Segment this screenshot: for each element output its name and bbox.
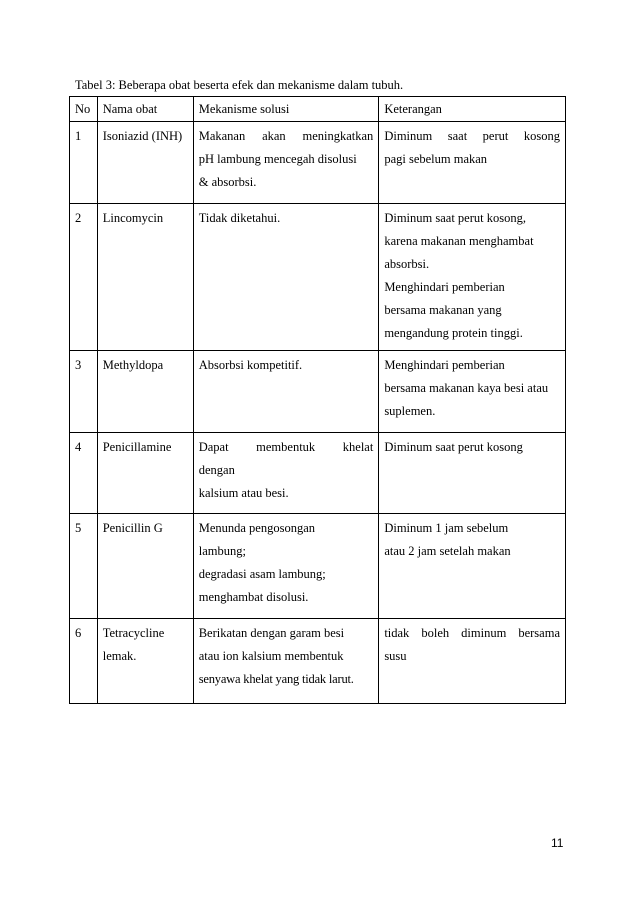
drug-name-line: Penicillin G <box>102 521 163 535</box>
cell-drug-name <box>97 122 193 204</box>
cell-mechanism <box>193 619 379 704</box>
mechanism-line: senyawa khelat yang tidak larut. <box>198 672 354 686</box>
note-line: tidak boleh diminum bersama <box>384 626 560 640</box>
mechanism-line: menghambat disolusi. <box>198 590 309 604</box>
cell-note <box>379 351 566 433</box>
cell-drug-name <box>97 204 193 351</box>
table-row <box>70 204 566 351</box>
table-row <box>70 514 566 619</box>
cell-mechanism <box>193 122 379 204</box>
row-number: 3 <box>75 358 82 372</box>
cell-drug-name <box>97 514 193 619</box>
note-line: Diminum saat perut kosong <box>384 129 560 143</box>
cell-no <box>70 514 98 619</box>
cell-mechanism <box>193 514 379 619</box>
note-line: Diminum saat perut kosong <box>384 440 523 454</box>
cell-no <box>70 351 98 433</box>
note-line: Diminum 1 jam sebelum <box>384 521 509 535</box>
mechanism-line: lambung; <box>198 544 246 558</box>
note-line: Diminum saat perut kosong, <box>384 211 526 225</box>
note-line: atau 2 jam setelah makan <box>384 544 511 558</box>
row-number: 5 <box>75 521 82 535</box>
mechanism-line: degradasi asam lambung; <box>198 567 326 581</box>
table-header-row <box>70 97 566 122</box>
cell-note <box>379 122 566 204</box>
cell-no <box>70 122 98 204</box>
drug-name-line: Methyldopa <box>102 358 164 372</box>
note-line: Menghindari pemberian <box>384 280 505 294</box>
page-number: 11 <box>551 836 564 850</box>
mechanism-line: Tidak diketahui. <box>198 211 281 225</box>
row-number: 1 <box>75 129 82 143</box>
cell-mechanism <box>193 351 379 433</box>
drug-name-line: Penicillamine <box>102 440 172 454</box>
drug-name-line: Tetracycline <box>102 626 165 640</box>
mechanism-line: dengan <box>198 463 235 477</box>
cell-no <box>70 619 98 704</box>
mechanism-line: Berikatan dengan garam besi <box>198 626 345 640</box>
note-line: absorbsi. <box>384 257 430 271</box>
cell-note <box>379 514 566 619</box>
mechanism-line: Menunda pengosongan <box>198 521 316 535</box>
table-caption: Tabel 3: Beberapa obat beserta efek dan mekanisme dalam tubuh. <box>75 78 404 92</box>
mechanism-line: atau ion kalsium membentuk <box>198 649 344 663</box>
cell-mechanism <box>193 204 379 351</box>
row-number: 2 <box>75 211 82 225</box>
note-line: bersama makanan kaya besi atau <box>384 381 549 395</box>
note-line: Menghindari pemberian <box>384 358 505 372</box>
mechanism-line: & absorbsi. <box>198 175 257 189</box>
table-row <box>70 619 566 704</box>
note-line: susu <box>384 649 407 663</box>
mechanism-line: Dapat membentuk khelat <box>198 440 374 454</box>
header-note: Keterangan <box>379 97 566 122</box>
cell-drug-name <box>97 433 193 514</box>
cell-note <box>379 204 566 351</box>
note-line: karena makanan menghambat <box>384 234 534 248</box>
cell-no <box>70 433 98 514</box>
note-line: mengandung protein tinggi. <box>384 326 523 340</box>
note-line: pagi sebelum makan <box>384 152 488 166</box>
mechanism-line: Makanan akan meningkatkan <box>198 129 374 143</box>
table-row <box>70 433 566 514</box>
header-drug-name: Nama obat <box>97 97 193 122</box>
cell-no <box>70 204 98 351</box>
cell-drug-name <box>97 351 193 433</box>
drug-name-line: lemak. <box>102 649 137 663</box>
mechanism-line: kalsium atau besi. <box>198 486 289 500</box>
cell-note <box>379 433 566 514</box>
mechanism-line: Absorbsi kompetitif. <box>198 358 303 372</box>
header-no: No <box>70 97 98 122</box>
mechanism-line: pH lambung mencegah disolusi <box>198 152 357 166</box>
row-number: 4 <box>75 440 82 454</box>
cell-note <box>379 619 566 704</box>
drug-name-line: Lincomycin <box>102 211 164 225</box>
note-line: bersama makanan yang <box>384 303 502 317</box>
cell-mechanism <box>193 433 379 514</box>
table-row <box>70 122 566 204</box>
drug-name-line: Isoniazid (INH) <box>102 129 183 143</box>
table-row <box>70 351 566 433</box>
note-line: suplemen. <box>384 404 436 418</box>
cell-drug-name <box>97 619 193 704</box>
drug-table <box>69 96 566 704</box>
header-mechanism: Mekanisme solusi <box>193 97 379 122</box>
row-number: 6 <box>75 626 82 640</box>
